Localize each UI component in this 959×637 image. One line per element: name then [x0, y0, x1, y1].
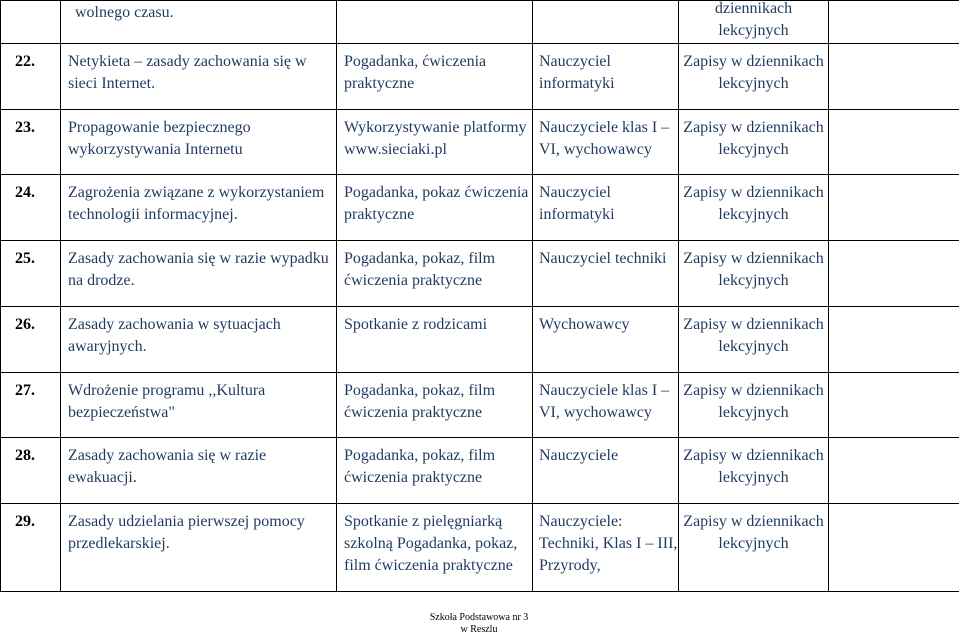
documentation-text: Zapisy w dziennikach lekcyjnych	[683, 382, 824, 421]
num-cell	[1, 307, 61, 373]
row-number: 27.	[15, 382, 35, 399]
documentation-text: Zapisy w dziennikach lekcyjnych	[683, 184, 824, 223]
num-cell	[1, 175, 61, 241]
resp-cell	[533, 1, 679, 44]
empty-cell	[829, 241, 959, 307]
row-number: 24.	[15, 184, 35, 201]
responsible-text: Nauczyciele klas I – VI, wychowawcy	[539, 119, 670, 158]
empty-cell	[829, 44, 959, 110]
form-cell	[337, 373, 533, 438]
form-text: Wykorzystywanie platformy www.sieciaki.pl	[344, 119, 527, 158]
form-cell	[337, 504, 533, 592]
doc-cell	[679, 504, 829, 592]
empty-cell	[829, 110, 959, 175]
form-cell	[337, 110, 533, 175]
empty-cell	[829, 373, 959, 438]
empty-cell	[829, 438, 959, 504]
topic-text: Wdrożenie programu ,,Kultura bezpieczeństwa"	[68, 382, 266, 421]
documentation-text: Zapisy w dziennikach lekcyjnych	[683, 53, 824, 92]
doc-cell	[679, 307, 829, 373]
row-number: 26.	[15, 316, 35, 333]
documentation-text: Zapisy w dziennikach lekcyjnych	[683, 119, 824, 158]
documentation-text: Zapisy w dziennikach lekcyjnych	[683, 447, 824, 486]
topic-text: Zagrożenia związane z wykorzystaniem technologii informacyjnej.	[68, 184, 325, 223]
form-cell	[337, 438, 533, 504]
num-cell	[1, 241, 61, 307]
table-row	[1, 373, 959, 438]
topic-cell	[61, 504, 337, 592]
documentation-text: Zapisy w dziennikach lekcyjnych	[683, 513, 824, 552]
doc-cell	[679, 241, 829, 307]
form-cell	[337, 175, 533, 241]
num-cell	[1, 110, 61, 175]
topic-text: Propagowanie bezpiecznego wykorzystywania Internetu	[68, 119, 251, 158]
row-number: 22.	[15, 53, 35, 70]
table-row	[1, 175, 959, 241]
empty-cell	[829, 175, 959, 241]
topic-cell	[61, 438, 337, 504]
table-row	[1, 44, 959, 110]
responsible-text: Nauczyciel informatyki	[539, 53, 615, 92]
empty-cell	[829, 307, 959, 373]
resp-cell	[533, 110, 679, 175]
responsible-text: Nauczyciel informatyki	[539, 184, 615, 223]
topic-cell	[61, 110, 337, 175]
topic-text: Zasady zachowania się w razie ewakuacji.	[68, 447, 267, 486]
resp-cell	[533, 373, 679, 438]
doc-cell	[679, 110, 829, 175]
page-footer	[414, 612, 544, 636]
topic-cell	[61, 44, 337, 110]
topic-text: Zasady zachowania się w razie wypadku na drodze.	[68, 250, 329, 289]
responsible-text: Wychowawcy	[539, 316, 630, 333]
table-row	[1, 438, 959, 504]
resp-cell	[533, 438, 679, 504]
form-cell	[337, 1, 533, 44]
doc-cell	[679, 44, 829, 110]
row-number: 25.	[15, 250, 35, 267]
topic-cell	[61, 175, 337, 241]
responsible-text: Nauczyciel techniki	[539, 250, 667, 267]
topic-cell	[61, 307, 337, 373]
num-cell	[1, 373, 61, 438]
table-row	[1, 504, 959, 592]
footer-school: Szkoła Podstawowa nr 3	[429, 612, 529, 623]
topic-text: wolnego czasu.	[75, 4, 174, 21]
resp-cell	[533, 175, 679, 241]
form-text: Pogadanka, pokaz, film ćwiczenia praktyczne	[344, 382, 496, 421]
resp-cell	[533, 44, 679, 110]
responsible-text: Nauczyciele: Techniki, Klas I – III, Przyrody,	[539, 513, 678, 574]
documentation-text: Zapisy w dziennikach lekcyjnych	[683, 250, 824, 289]
form-cell	[337, 241, 533, 307]
resp-cell	[533, 241, 679, 307]
num-cell	[1, 438, 61, 504]
topic-text: Zasady zachowania w sytuacjach awaryjnych.	[68, 316, 281, 355]
topic-text: Netykieta – zasady zachowania się w sieci Internet.	[68, 53, 307, 92]
form-cell	[337, 44, 533, 110]
form-text: Pogadanka, pokaz ćwiczenia praktyczne	[344, 184, 529, 223]
row-number: 23.	[15, 119, 35, 136]
doc-text: dziennikach lekcyjnych	[714, 0, 793, 39]
form-text: Pogadanka, pokaz, film ćwiczenia praktyczne	[344, 447, 496, 486]
empty-cell	[829, 1, 959, 44]
empty-cell	[829, 504, 959, 592]
topic-cell	[61, 241, 337, 307]
num-cell	[1, 504, 61, 592]
table-row	[1, 241, 959, 307]
topic-text: Zasady udzielania pierwszej pomocy przedlekarskiej.	[68, 513, 305, 552]
resp-cell	[533, 504, 679, 592]
table-row	[1, 110, 959, 175]
resp-cell	[533, 307, 679, 373]
table-row	[1, 307, 959, 373]
documentation-text: Zapisy w dziennikach lekcyjnych	[683, 316, 824, 355]
table-row	[1, 1, 959, 44]
doc-cell	[679, 1, 829, 44]
num-cell	[1, 44, 61, 110]
footer-town: w Reszlu	[460, 624, 498, 635]
form-text: Pogadanka, ćwiczenia praktyczne	[344, 53, 487, 92]
doc-cell	[679, 175, 829, 241]
topic-cell	[61, 1, 337, 44]
form-text: Spotkanie z rodzicami	[344, 316, 488, 333]
num-cell	[1, 1, 61, 44]
form-cell	[337, 307, 533, 373]
row-number: 29.	[15, 513, 35, 530]
responsible-text: Nauczyciele klas I – VI, wychowawcy	[539, 382, 670, 421]
doc-cell	[679, 438, 829, 504]
doc-cell	[679, 373, 829, 438]
responsible-text: Nauczyciele	[539, 447, 619, 464]
form-text: Pogadanka, pokaz, film ćwiczenia praktyczne	[344, 250, 496, 289]
topic-cell	[61, 373, 337, 438]
row-number: 28.	[15, 447, 35, 464]
form-text: Spotkanie z pielęgniarką szkolną Pogadanka, pokaz, film ćwiczenia praktyczne	[344, 513, 518, 574]
